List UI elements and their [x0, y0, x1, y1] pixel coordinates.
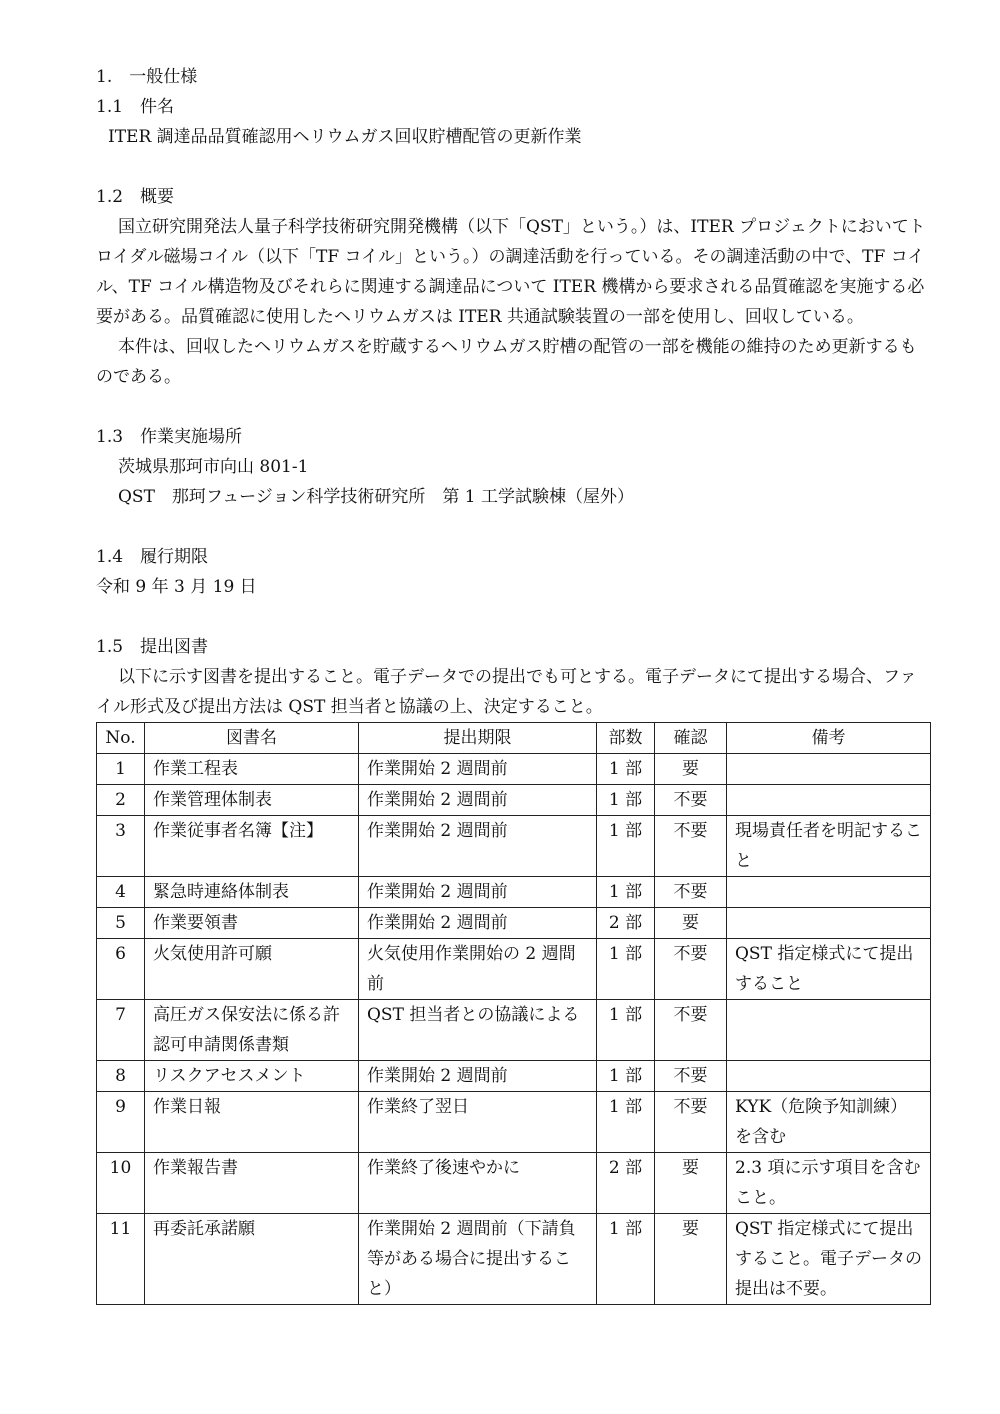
cell-approval: 不要 [655, 939, 727, 1000]
cell-remarks [727, 785, 931, 816]
table-row [97, 785, 931, 816]
cell-approval: 不要 [655, 1092, 727, 1153]
section-heading-deadline: 1.4 履行期限 [96, 547, 209, 567]
cell-approval: 要 [655, 1153, 727, 1214]
cell-no: 1 [97, 754, 145, 785]
cell-approval: 不要 [655, 816, 727, 877]
section-heading-place: 1.3 作業実施場所 [96, 427, 243, 447]
cell-due: 作業開始 2 週間前 [359, 785, 597, 816]
cell-document-name: 作業管理体制表 [145, 785, 359, 816]
cell-remarks [727, 1000, 931, 1061]
cell-no: 6 [97, 939, 145, 1000]
overview-paragraph-1: 国立研究開発法人量子科学技術研究開発機構（以下「QST」という。）は、ITER プロジェクトにおいてトロイダル磁場コイル（以下「TF コイル」という。）の調達活動を行っている。その調達活動の中で、TF コイル、TF コイル構造物及びそれらに関連する調達品について ITER 機構から要求される品質確認を実施する必要がある。品質確認に使用したヘリウムガスは ITER 共通試験装置の一部を使用し、回収している。 [96, 217, 926, 327]
cell-approval: 不要 [655, 877, 727, 908]
cell-copies: 1 部 [597, 939, 655, 1000]
section-heading-documents: 1.5 提出図書 [96, 637, 209, 657]
cell-due: 火気使用作業開始の 2 週間前 [359, 939, 597, 1000]
cell-document-name: 作業報告書 [145, 1153, 359, 1214]
cell-document-name: 作業工程表 [145, 754, 359, 785]
cell-approval: 要 [655, 1214, 727, 1305]
cell-due: 作業開始 2 週間前（下請負等がある場合に提出すること） [359, 1214, 597, 1305]
cell-document-name: 再委託承諾願 [145, 1214, 359, 1305]
cell-remarks [727, 754, 931, 785]
table-row [97, 1000, 931, 1061]
cell-no: 8 [97, 1061, 145, 1092]
table-row [97, 1214, 931, 1305]
cell-no: 11 [97, 1214, 145, 1305]
table-row [97, 816, 931, 877]
deadline-text: 令和 9 年 3 月 19 日 [96, 577, 257, 597]
place-facility: QST 那珂フュージョン科学技術研究所 第 1 工学試験棟（屋外） [118, 487, 635, 507]
cell-document-name: 火気使用許可願 [145, 939, 359, 1000]
cell-approval: 不要 [655, 1000, 727, 1061]
header-due: 提出期限 [359, 723, 597, 754]
cell-remarks: 現場責任者を明記すること [727, 816, 931, 877]
cell-copies: 1 部 [597, 1092, 655, 1153]
cell-approval: 不要 [655, 785, 727, 816]
document-page [96, 62, 932, 1305]
cell-copies: 1 部 [597, 877, 655, 908]
cell-copies: 1 部 [597, 1061, 655, 1092]
cell-approval: 要 [655, 754, 727, 785]
cell-no: 2 [97, 785, 145, 816]
cell-due: 作業開始 2 週間前 [359, 754, 597, 785]
documents-table [96, 722, 931, 1305]
cell-document-name: 作業日報 [145, 1092, 359, 1153]
cell-no: 5 [97, 908, 145, 939]
cell-due: QST 担当者との協議による [359, 1000, 597, 1061]
cell-no: 3 [97, 816, 145, 877]
cell-remarks: QST 指定様式にて提出すること [727, 939, 931, 1000]
cell-copies: 1 部 [597, 754, 655, 785]
cell-document-name: 緊急時連絡体制表 [145, 877, 359, 908]
cell-no: 9 [97, 1092, 145, 1153]
cell-copies: 1 部 [597, 1214, 655, 1305]
cell-due: 作業開始 2 週間前 [359, 1061, 597, 1092]
table-row [97, 1153, 931, 1214]
cell-remarks [727, 1061, 931, 1092]
table-row [97, 939, 931, 1000]
cell-copies: 1 部 [597, 785, 655, 816]
cell-no: 10 [97, 1153, 145, 1214]
header-remarks: 備考 [727, 723, 931, 754]
cell-copies: 1 部 [597, 816, 655, 877]
cell-due: 作業開始 2 週間前 [359, 816, 597, 877]
cell-approval: 要 [655, 908, 727, 939]
cell-copies: 2 部 [597, 1153, 655, 1214]
section-heading-general: 1. 一般仕様 [96, 67, 198, 87]
table-row [97, 908, 931, 939]
table-row [97, 877, 931, 908]
overview-paragraph-2: 本件は、回収したヘリウムガスを貯蔵するヘリウムガス貯槽の配管の一部を機能の維持のため更新するものである。 [96, 337, 917, 387]
table-row [97, 1092, 931, 1153]
cell-due: 作業開始 2 週間前 [359, 877, 597, 908]
header-document-name: 図書名 [145, 723, 359, 754]
documents-paragraph: 以下に示す図書を提出すること。電子データでの提出でも可とする。電子データにて提出する場合、ファイル形式及び提出方法は QST 担当者と協議の上、決定すること。 [96, 667, 917, 717]
section-heading-overview: 1.2 概要 [96, 187, 175, 207]
cell-due: 作業開始 2 週間前 [359, 908, 597, 939]
cell-due: 作業終了後速やかに [359, 1153, 597, 1214]
cell-remarks: QST 指定様式にて提出すること。電子データの提出は不要。 [727, 1214, 931, 1305]
cell-remarks: 2.3 項に示す項目を含むこと。 [727, 1153, 931, 1214]
cell-no: 4 [97, 877, 145, 908]
table-row [97, 754, 931, 785]
cell-remarks [727, 908, 931, 939]
cell-copies: 2 部 [597, 908, 655, 939]
cell-remarks [727, 877, 931, 908]
table-row [97, 1061, 931, 1092]
cell-due: 作業終了翌日 [359, 1092, 597, 1153]
cell-copies: 1 部 [597, 1000, 655, 1061]
header-approval: 確認 [655, 723, 727, 754]
cell-document-name: 作業要領書 [145, 908, 359, 939]
cell-no: 7 [97, 1000, 145, 1061]
subject-text: ITER 調達品品質確認用ヘリウムガス回収貯槽配管の更新作業 [108, 127, 582, 147]
cell-approval: 不要 [655, 1061, 727, 1092]
header-no: No. [97, 723, 145, 754]
section-heading-subject: 1.1 件名 [96, 97, 175, 117]
table-header-row [97, 723, 931, 754]
cell-document-name: 作業従事者名簿【注】 [145, 816, 359, 877]
place-address: 茨城県那珂市向山 801-1 [118, 457, 309, 477]
cell-document-name: 高圧ガス保安法に係る許認可申請関係書類 [145, 1000, 359, 1061]
cell-document-name: リスクアセスメント [145, 1061, 359, 1092]
cell-remarks: KYK（危険予知訓練）を含む [727, 1092, 931, 1153]
header-copies: 部数 [597, 723, 655, 754]
